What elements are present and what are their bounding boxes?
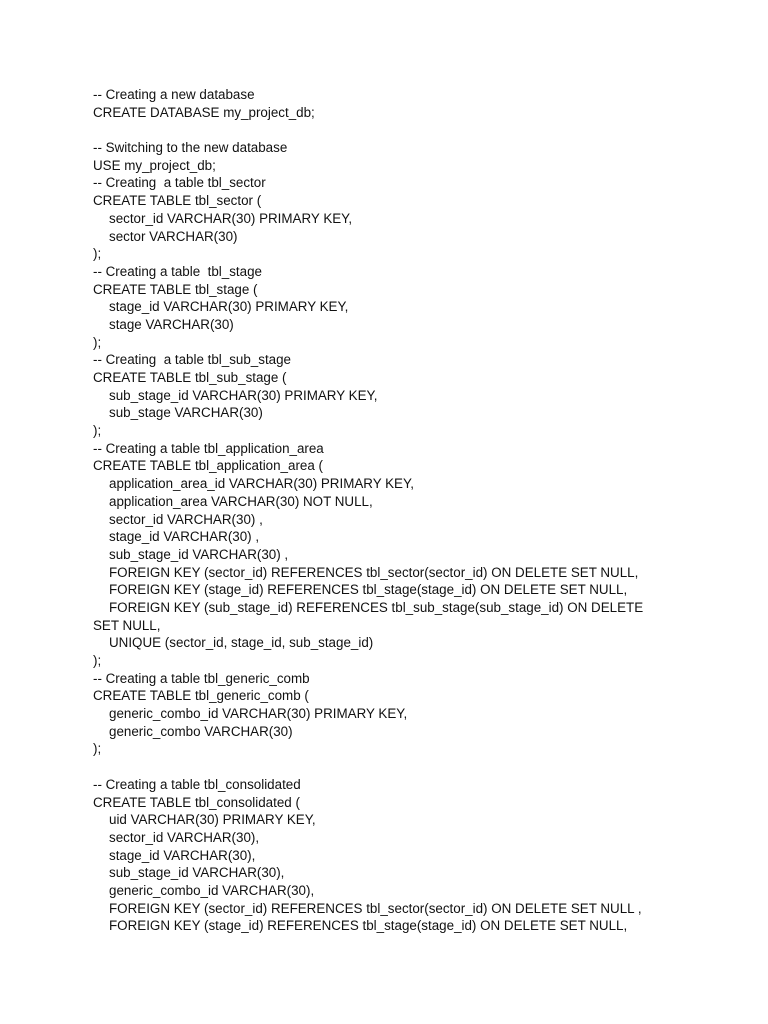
comment-line: -- Creating a table tbl_sub_stage bbox=[93, 352, 292, 368]
comment-line: -- Creating a table tbl_stage bbox=[93, 263, 262, 279]
code-line: SET NULL, bbox=[93, 617, 161, 633]
code-line: UNIQUE (sector_id, stage_id, sub_stage_id) bbox=[109, 635, 374, 651]
code-line: CREATE TABLE tbl_sub_stage ( bbox=[93, 370, 287, 385]
code-line: sub_stage VARCHAR(30) bbox=[109, 405, 263, 421]
code-line: stage VARCHAR(30) bbox=[109, 316, 234, 332]
code-line: FOREIGN KEY (sector_id) REFERENCES tbl_sector(sector_id) ON DELETE SET NULL , bbox=[109, 900, 642, 916]
code-line: ); bbox=[93, 741, 102, 757]
code-line: FOREIGN KEY (sector_id) REFERENCES tbl_sector(sector_id) ON DELETE SET NULL, bbox=[109, 564, 639, 580]
code-line: generic_combo VARCHAR(30) bbox=[109, 723, 293, 739]
comment-line: -- Creating a table tbl_application_area bbox=[93, 440, 324, 456]
code-line: sector VARCHAR(30) bbox=[109, 228, 238, 244]
code-line: generic_combo_id VARCHAR(30) PRIMARY KEY, bbox=[109, 706, 408, 722]
code-line: sub_stage_id VARCHAR(30) , bbox=[109, 546, 289, 562]
code-line: application_area VARCHAR(30) NOT NULL, bbox=[109, 493, 373, 509]
comment-line: -- Creating a new database bbox=[93, 87, 255, 102]
code-line: sector_id VARCHAR(30) , bbox=[109, 511, 263, 527]
code-line: generic_combo_id VARCHAR(30), bbox=[109, 882, 315, 898]
code-line: ); bbox=[93, 334, 102, 350]
blank-line bbox=[93, 758, 693, 776]
code-line: uid VARCHAR(30) PRIMARY KEY, bbox=[109, 812, 316, 828]
code-line: application_area_id VARCHAR(30) PRIMARY KEY, bbox=[109, 476, 414, 492]
code-line: sector_id VARCHAR(30), bbox=[109, 829, 260, 845]
code-line: USE my_project_db; bbox=[93, 157, 216, 173]
code-line: sub_stage_id VARCHAR(30) PRIMARY KEY, bbox=[109, 387, 378, 403]
comment-line: -- Creating a table tbl_consolidated bbox=[93, 776, 301, 792]
code-line: CREATE TABLE tbl_application_area ( bbox=[93, 458, 323, 474]
code-line: CREATE DATABASE my_project_db; bbox=[93, 104, 315, 120]
comment-line: -- Creating a table tbl_generic_comb bbox=[93, 670, 310, 686]
code-line: stage_id VARCHAR(30) , bbox=[109, 529, 260, 545]
code-line: ); bbox=[93, 246, 102, 262]
code-line: ); bbox=[93, 653, 102, 668]
code-line: stage_id VARCHAR(30) PRIMARY KEY, bbox=[109, 299, 349, 315]
code-line: sector_id VARCHAR(30) PRIMARY KEY, bbox=[109, 210, 353, 226]
code-line: CREATE TABLE tbl_generic_comb ( bbox=[93, 688, 309, 704]
code-line: stage_id VARCHAR(30), bbox=[109, 847, 256, 863]
code-line: CREATE TABLE tbl_stage ( bbox=[93, 281, 258, 297]
code-line: FOREIGN KEY (stage_id) REFERENCES tbl_stage(stage_id) ON DELETE SET NULL, bbox=[109, 582, 628, 598]
code-line: CREATE TABLE tbl_consolidated ( bbox=[93, 794, 300, 810]
sql-code-block bbox=[93, 86, 693, 935]
code-line: CREATE TABLE tbl_sector ( bbox=[93, 193, 262, 209]
blank-line bbox=[93, 121, 693, 139]
comment-line: -- Creating a table tbl_sector bbox=[93, 175, 266, 191]
code-line: FOREIGN KEY (sub_stage_id) REFERENCES tbl_sub_stage(sub_stage_id) ON DELETE bbox=[109, 599, 644, 615]
code-line: ); bbox=[93, 423, 102, 439]
comment-line: -- Switching to the new database bbox=[93, 140, 288, 156]
code-line: sub_stage_id VARCHAR(30), bbox=[109, 865, 285, 881]
code-line: FOREIGN KEY (stage_id) REFERENCES tbl_stage(stage_id) ON DELETE SET NULL, bbox=[109, 918, 628, 934]
